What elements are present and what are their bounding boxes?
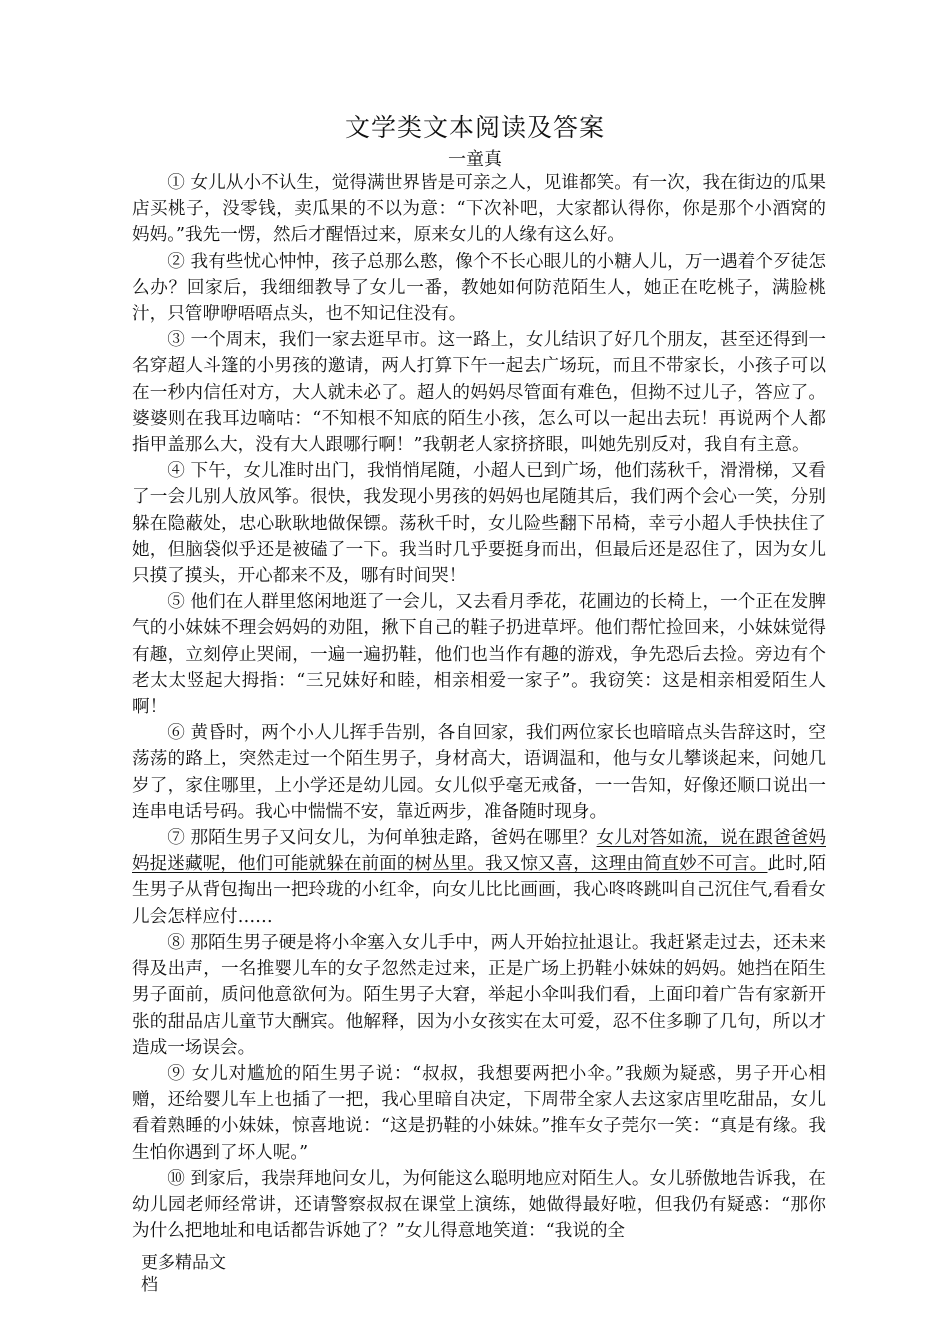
paragraph-6: ⑥ 黄昏时，两个小人儿挥手告别，各自回家，我们两位家长也暗暗点头告辞这时，空荡荡的路上，突然走过一个陌生男子，身材高大，语调温和，他与女儿攀谈起来，问她几岁了，家住哪里，上小学还是幼儿园。女儿似乎毫无戒备，一一告知，好像还顺口说出一连串电话号码。我心中惴惴不安，靠近两步，准备随时现身。 <box>132 723 826 822</box>
paragraph-3: ③ 一个周末，我们一家去逛早市。这一路上，女儿结识了好几个朋友，甚至还得到一名穿超人斗篷的小男孩的邀请，两人打算下午一起去广场玩，而且不带家长，小孩子可以在一秒内信任对方，大人就未必了。超人的妈妈尽管面有难色，但拗不过儿子，答应了。婆婆则在我耳边嘀咕：“不知根不知底的陌生小孩，怎么可以一起出去玩！再说两个人都指甲盖那么大，没有大人跟哪行啊！”我朝老人家挤挤眼，叫她先别反对，我自有主意。 <box>132 330 826 456</box>
paragraph-7-underlined-sentence: 女儿对答如流，说在跟爸爸妈妈捉迷藏呢，他们可能就躲在前面的树丛里。我又惊又喜，这理由简直妙不可言。 <box>132 828 826 875</box>
paragraph-7-tail: 此时,陌生男子从背包掏出一把玲珑的小红伞，向女儿比比画画，我心咚咚跳叫自己沉住气,看看女儿会怎样应付…… <box>132 854 826 927</box>
paragraph-10: ⑩ 到家后，我崇拜地问女儿，为何能这么聪明地应对陌生人。女儿骄傲地告诉我，在幼儿园老师经常讲，还请警察叔叔在课堂上演练，她做得最好啦，但我仍有疑惑：“那你为什么把地址和电话都告诉她了？”女儿得意地笑道：“我说的全 <box>132 1168 826 1242</box>
paragraph-4: ④ 下午，女儿准时出门，我悄悄尾随，小超人已到广场，他们荡秋千，滑滑梯，又看了一会儿别人放风筝。很快，我发现小男孩的妈妈也尾随其后，我们两个会心一笑，分别躲在隐蔽处，忠心耿耿地做保镖。荡秋千时，女儿险些翻下吊椅，幸亏小超人手快扶住了她，但脑袋似乎还是被磕了一下。我当时几乎要挺身而出，但最后还是忍住了，因为女儿只摸了摸头，开心都来不及，哪有时间哭！ <box>132 461 826 587</box>
document-title: 文学类文本阅读及答案 <box>344 113 605 142</box>
footer-note: 更多精品文档 <box>141 1253 226 1295</box>
paragraph-2: ② 我有些忧心忡忡，孩子总那么憨，像个不长心眼儿的小糖人儿，万一遇着个歹徒怎么办？回家后，我细细教导了女儿一番，教她如何防范陌生人，她正在吃桃子，满脸桃汁，只管咿咿唔唔点头，也不知记住没有。 <box>132 251 826 325</box>
document-subtitle: 一童真 <box>448 149 502 170</box>
paragraph-9: ⑨ 女儿对尴尬的陌生男子说：“叔叔，我想要两把小伞。”我颇为疑惑，男子开心相赠，还给婴儿车上也插了一把，我心里暗自决定，下周带全家人去这家店里吃甜品，女儿看着熟睡的小妹妹，惊喜地说：“这是扔鞋的小妹妹。”推车女子莞尔一笑：“真是有缘。我生怕你遇到了坏人呢。” <box>132 1063 826 1163</box>
paragraph-5: ⑤ 他们在人群里悠闲地逛了一会儿，又去看月季花，花圃边的长椅上，一个正在发脾气的小妹妹不理会妈妈的劝阻，揪下自己的鞋子扔进草坪。他们帮忙捡回来，小妹妹觉得有趣，立刻停止哭闹，一遍一遍扔鞋，他们也当作有趣的游戏，争先恐后去捡。旁边有个老太太竖起大拇指：“三兄妹好和睦，相亲相爱一家子”。我窃笑：这是相亲相爱陌生人啊！ <box>132 592 826 718</box>
paragraph-1: ① 女儿从小不认生，觉得满世界皆是可亲之人，见谁都笑。有一次，我在街边的瓜果店买桃子，没零钱，卖瓜果的不以为意：“下次补吧，大家都认得你，你是那个小酒窝的妈妈。”我先一愣，然后才醒悟过来，原来女儿的人缘有这么好。 <box>132 173 826 246</box>
paragraph-7 <box>132 825 826 930</box>
document-body <box>132 170 826 1244</box>
paragraph-8: ⑧ 那陌生男子硬是将小伞塞入女儿手中，两人开始拉扯退让。我赶紧走过去，还未来得及出声，一名推婴儿车的女子忽然走过来，正是广场上扔鞋小妹妹的妈妈。她挡在陌生男子面前，质问他意欲何为。陌生男子大窘，举起小伞叫我们看，上面印着广告有家新开张的甜品店儿童节大酬宾。他解释，因为小女孩实在太可爱，忍不住多聊了几句，所以才造成一场误会。 <box>132 932 826 1058</box>
paragraph-7-lead: ⑦ 那陌生男子又问女儿，为何单独走路，爸妈在哪里？ <box>167 828 597 849</box>
